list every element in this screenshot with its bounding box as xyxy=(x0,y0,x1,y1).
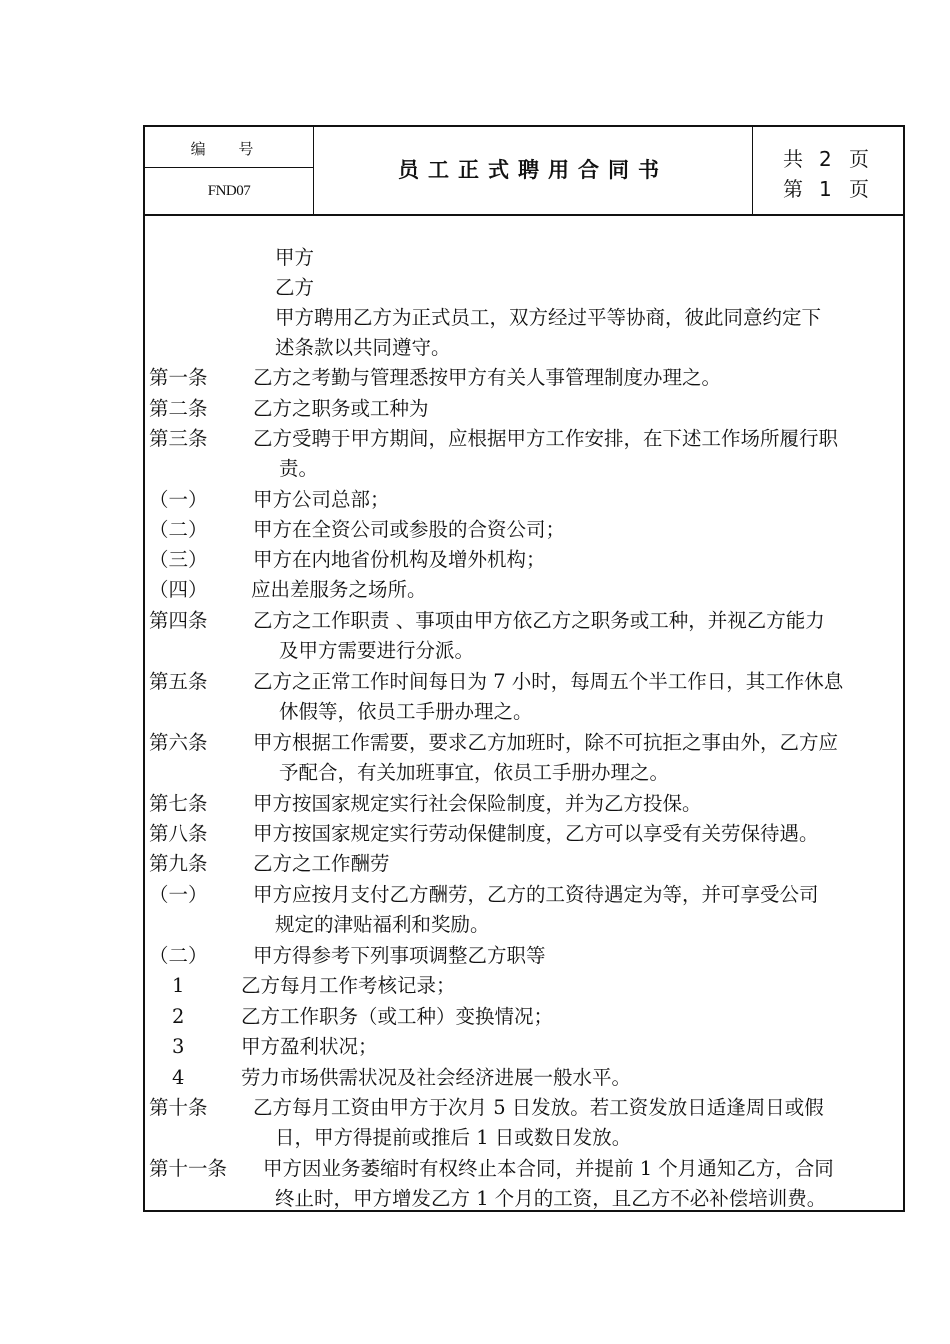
list-number: 3 xyxy=(172,1035,185,1058)
document-header xyxy=(145,127,903,216)
article-text: 乙方受聘于甲方期间，应根据甲方工作安排，在下述工作场所履行职 xyxy=(253,427,839,450)
sub-item-text: 应出差服务之场所。 xyxy=(251,578,427,601)
code-cell xyxy=(145,127,314,214)
article-text-continued: 责。 xyxy=(279,457,319,480)
article-number: 第七条 xyxy=(149,792,208,815)
contract-frame xyxy=(143,125,905,1212)
list-number: 4 xyxy=(172,1066,185,1089)
article-number: 第二条 xyxy=(149,397,208,420)
article-text-continued: 及甲方需要进行分派。 xyxy=(279,639,475,662)
article-text: 甲方按国家规定实行劳动保健制度，乙方可以享受有关劳保待遇。 xyxy=(253,822,819,845)
article-text: 乙方之工作酬劳 xyxy=(253,852,390,875)
party-b-line: 乙方 xyxy=(275,276,315,299)
article-number: 第五条 xyxy=(149,670,208,693)
sub-item-text: 甲方在全资公司或参股的合资公司； xyxy=(253,518,566,541)
list-number: 2 xyxy=(172,1005,185,1028)
preamble-line: 甲方聘用乙方为正式员工，双方经过平等协商，彼此同意约定下 xyxy=(275,306,822,329)
article-number: 第六条 xyxy=(149,731,208,754)
party-a-line: 甲方 xyxy=(275,246,315,269)
total-pages: 共 2 页 xyxy=(783,147,869,171)
list-text: 乙方工作职务（或工种）变换情况； xyxy=(241,1005,554,1028)
article-number: 第八条 xyxy=(149,822,208,845)
list-text: 劳力市场供需状况及社会经济进展一般水平。 xyxy=(241,1066,632,1089)
sub-item-number: （四） xyxy=(149,578,208,601)
sub-item-text: 甲方得参考下列事项调整乙方职等 xyxy=(253,944,546,967)
list-text: 乙方每月工作考核记录； xyxy=(241,974,456,997)
sub-item-number: （三） xyxy=(149,548,208,571)
sub-item-number: （二） xyxy=(149,944,208,967)
sub-item-text: 甲方在内地省份机构及增外机构； xyxy=(253,548,546,571)
article-text: 乙方之工作职责 、事项由甲方依乙方之职务或工种，并视乙方能力 xyxy=(253,609,825,632)
article-text-continued: 终止时，甲方增发乙方 1 个月的工资，且乙方不必补偿培训费。 xyxy=(275,1187,827,1210)
article-text-continued: 予配合，有关加班事宜，依员工手册办理之。 xyxy=(279,761,670,784)
sub-item-number: （二） xyxy=(149,518,208,541)
article-number: 第十条 xyxy=(149,1096,208,1119)
article-text: 乙方之职务或工种为 xyxy=(253,397,429,420)
sub-item-number: （一） xyxy=(149,883,208,906)
article-text: 乙方每月工资由甲方于次月 5 日发放。若工资发放日适逢周日或假 xyxy=(253,1096,824,1119)
article-number: 第四条 xyxy=(149,609,208,632)
sub-item-number: （一） xyxy=(149,488,208,511)
preamble-line: 述条款以共同遵守。 xyxy=(275,336,451,359)
article-number: 第三条 xyxy=(149,427,208,450)
article-text-continued: 日，甲方得提前或推后 1 日或数日发放。 xyxy=(275,1126,632,1149)
sub-item-text: 甲方应按月支付乙方酬劳，乙方的工资待遇定为等，并可享受公司 xyxy=(253,883,819,906)
article-number: 第九条 xyxy=(149,852,208,875)
article-number: 第十一条 xyxy=(149,1157,228,1180)
code-value: FND07 xyxy=(207,183,251,199)
sub-item-text: 甲方公司总部； xyxy=(253,488,390,511)
article-text: 甲方因业务萎缩时有权终止本合同，并提前 1 个月通知乙方，合同 xyxy=(263,1157,834,1180)
list-text: 甲方盈利状况； xyxy=(241,1035,378,1058)
current-page: 第 1 页 xyxy=(783,177,869,201)
article-text-continued: 休假等，依员工手册办理之。 xyxy=(279,700,533,723)
document-title: 员工正式聘用合同书 xyxy=(314,127,753,214)
page-count-cell xyxy=(753,127,903,214)
article-text: 甲方根据工作需要，要求乙方加班时，除不可抗拒之事由外，乙方应 xyxy=(253,731,839,754)
sub-item-text-continued: 规定的津贴福利和奖励。 xyxy=(275,913,490,936)
list-number: 1 xyxy=(172,974,185,997)
article-text: 乙方之考勤与管理悉按甲方有关人事管理制度办理之。 xyxy=(253,366,722,389)
code-label: 编 号 xyxy=(145,127,313,168)
article-number: 第一条 xyxy=(149,366,208,389)
article-text: 甲方按国家规定实行社会保险制度，并为乙方投保。 xyxy=(253,792,702,815)
article-text: 乙方之正常工作时间每日为 7 小时，每周五个半工作日，其工作休息 xyxy=(253,670,844,693)
